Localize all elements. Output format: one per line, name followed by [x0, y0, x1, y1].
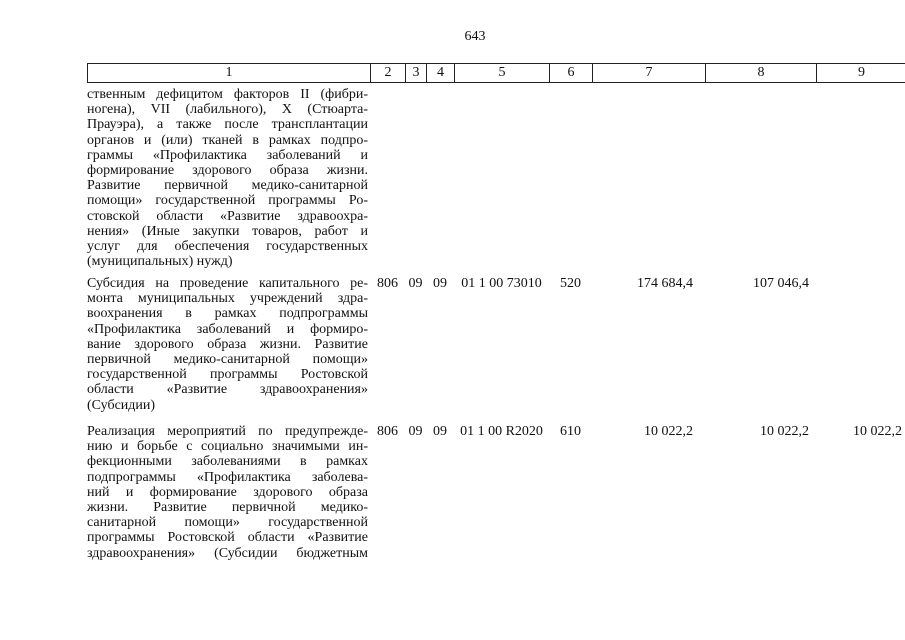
description-line: подпрограммы «Профилактика заболева- [87, 469, 368, 485]
description-line: ний и формирование здорового образа [87, 484, 368, 500]
header-col-7: 7 [593, 64, 706, 82]
description-line: ственным дефицитом факторов II (фибри- [87, 87, 368, 102]
description-line: монта муниципальных учреждений здра- [87, 291, 368, 307]
description-line: нию и борьбе с социально значимыми ин- [87, 439, 368, 455]
cell-amount-1: 10 022,2 [644, 424, 693, 439]
cell-amount-2: 10 022,2 [760, 424, 809, 439]
cell-subsection [426, 87, 454, 269]
description-line: органов и (или) тканей в рамках подпро- [87, 132, 368, 148]
cell-amount-1: 174 684,4 [637, 276, 693, 291]
cell-amount-3: 10 022,2 [853, 424, 902, 439]
header-col-8: 8 [706, 64, 817, 82]
description-line: Развитие первичной медико-санитарной [87, 178, 368, 194]
cell-target-article [454, 87, 549, 269]
cell-target-article: 01 1 00 73010 [461, 276, 542, 291]
header-col-2: 2 [371, 64, 406, 82]
cell-expense-type [549, 87, 592, 269]
cell-amount-2 [705, 87, 816, 269]
cell-ministry: 806 [377, 424, 398, 439]
cell-target-article: 01 1 00 R2020 [460, 424, 543, 439]
description-line: (Субсидии) [87, 397, 156, 413]
description-line: граммы «Профилактика заболеваний и [87, 147, 368, 163]
cell-amount-3 [816, 87, 905, 269]
description-line: нения» (Иные закупки товаров, работ и [87, 223, 368, 239]
table-header [87, 63, 905, 83]
description-line: Прауэра), а также после трансплантации [87, 117, 368, 133]
header-col-4: 4 [427, 64, 455, 82]
description-line: услуг для обеспечения государственных [87, 239, 368, 255]
cell-amount-1 [592, 87, 705, 269]
row-description [87, 424, 370, 561]
description-line: государственной программы Ростовской [87, 367, 368, 383]
description-line: фекционными заболеваниями в рамках [87, 454, 368, 470]
cell-amount-2: 107 046,4 [753, 276, 809, 291]
description-line: санитарной помощи» государственной [87, 515, 368, 531]
description-line: здравоохранения» (Субсидии бюджетным [87, 545, 368, 561]
table-row [87, 87, 905, 269]
description-line: ногена), VII (лабильного), X (Стюарта- [87, 102, 368, 118]
cell-ministry [370, 87, 405, 269]
cell-section: 09 [408, 424, 423, 439]
page-number: 643 [464, 29, 486, 44]
table-row [87, 276, 905, 413]
description-line: программы Ростовской области «Развитие [87, 530, 368, 546]
description-line: жизни. Развитие первичной медико- [87, 500, 368, 516]
description-line: формирование здорового образа жизни. [87, 163, 368, 179]
description-line: области «Развитие здравоохранения» [87, 382, 368, 398]
description-line: Реализация мероприятий по предупрежде- [87, 424, 368, 439]
description-line: (муниципальных) нужд) [87, 254, 233, 270]
cell-amount-3 [816, 276, 905, 413]
table-row [87, 424, 905, 561]
row-description [87, 87, 370, 269]
description-line: стовской области «Развитие здравоохра- [87, 208, 368, 224]
description-line: «Профилактика заболеваний и формиро- [87, 321, 368, 337]
header-col-9: 9 [858, 65, 865, 80]
cell-subsection: 09 [433, 276, 447, 291]
description-line: помощи» государственной программы Ро- [87, 193, 368, 209]
cell-section [405, 87, 426, 269]
cell-expense-type: 610 [560, 424, 581, 439]
header-col-1: 1 [88, 64, 371, 82]
header-col-6: 6 [550, 64, 593, 82]
cell-section: 09 [408, 276, 423, 291]
description-line: вание здорового образа жизни. Развитие [87, 336, 368, 352]
header-col-5: 5 [455, 64, 550, 82]
row-description [87, 276, 370, 413]
description-line: воохранения в рамках подпрограммы [87, 306, 368, 322]
description-line: Субсидия на проведение капитального ре- [87, 276, 368, 291]
header-col-3: 3 [406, 64, 427, 82]
cell-ministry: 806 [377, 276, 398, 291]
cell-subsection: 09 [433, 424, 447, 439]
cell-expense-type: 520 [560, 276, 581, 291]
description-line: первичной медико-санитарной помощи» [87, 352, 368, 368]
